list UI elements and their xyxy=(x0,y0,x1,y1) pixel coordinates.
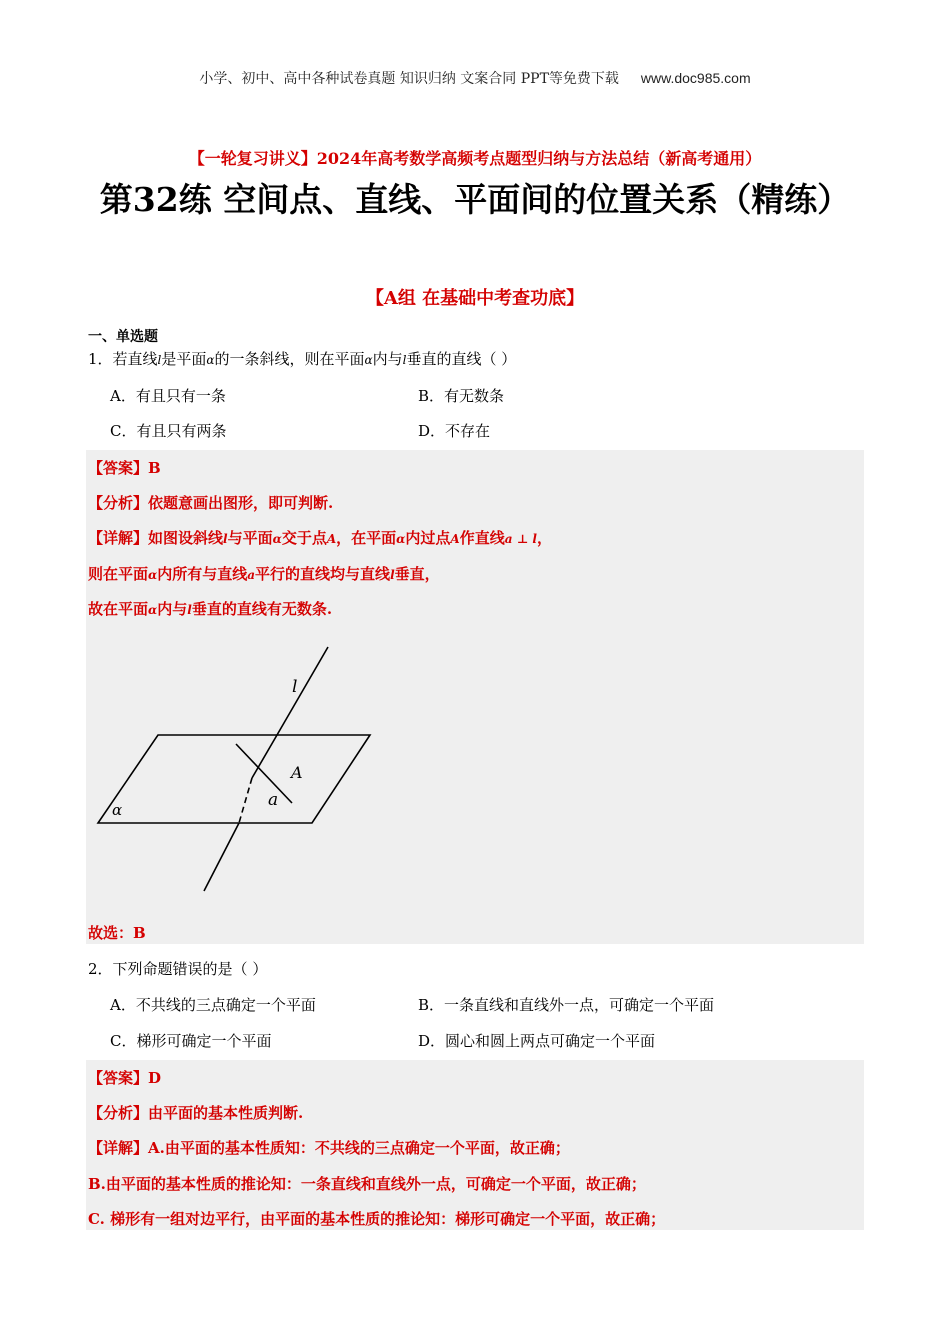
symbol-a: a xyxy=(247,568,256,582)
q1-detail-part: 内过点 xyxy=(405,529,451,547)
q1-detail-part: 【详解】如图设斜线 xyxy=(88,529,224,547)
label-l: l xyxy=(292,677,298,697)
symbol-alpha: α xyxy=(272,532,282,546)
q1-detail-part: 垂直的直线有无数条. xyxy=(191,600,333,618)
q2-answer: 【答案】D xyxy=(88,1069,162,1087)
symbol-alpha: α xyxy=(148,603,158,617)
page-header xyxy=(0,68,950,88)
group-heading: 【A组 在基础中考查功底】 xyxy=(365,288,585,309)
symbol-alpha: α xyxy=(364,353,373,367)
q1-detail-part: 内所有与直线 xyxy=(157,565,248,583)
header-text: 小学、初中、高中各种试卷真题 知识归纳 文案合同 PPT等免费下载 xyxy=(199,71,619,87)
q1-detail-part: 交于点 xyxy=(281,529,327,547)
symbol-a-perp-l: a ⊥ l xyxy=(504,532,537,546)
symbol-l: l xyxy=(402,353,407,367)
q1-detail-part: 内与 xyxy=(157,600,188,618)
q2-option-d: D．圆心和圆上两点可确定一个平面 xyxy=(418,1032,656,1050)
q2-option-b: B．一条直线和直线外一点，可确定一个平面 xyxy=(418,996,715,1014)
symbol-l: l xyxy=(390,568,395,582)
q1-detail-part: 故在平面 xyxy=(88,600,149,618)
q1-detail-line-2 xyxy=(88,563,440,584)
q2-detail-line-1: 【详解】A.由平面的基本性质知：不共线的三点确定一个平面，故正确； xyxy=(88,1139,570,1157)
symbol-A: A xyxy=(450,532,460,546)
line-l-hidden xyxy=(239,778,252,823)
question-2-stem: 2．下列命题错误的是（ ） xyxy=(88,960,268,978)
q1-stem-part: 1．若直线 xyxy=(88,350,158,368)
q2-detail-line-2: B.由平面的基本性质的推论知：一条直线和直线外一点，可确定一个平面，故正确； xyxy=(88,1175,646,1193)
symbol-A: A xyxy=(326,532,337,546)
q2-option-c: C．梯形可确定一个平面 xyxy=(110,1032,272,1050)
line-l-upper xyxy=(277,647,328,735)
q1-answer: 【答案】B xyxy=(88,459,161,477)
q1-choose: 故选：B xyxy=(88,924,146,942)
section-heading: 一、单选题 xyxy=(88,329,158,345)
symbol-alpha: α xyxy=(396,532,406,546)
header-site[interactable]: www.doc985.com xyxy=(640,70,751,86)
q1-detail-part: ， xyxy=(536,529,552,547)
question-1-stem xyxy=(88,348,516,369)
line-a xyxy=(236,744,292,803)
label-alpha: α xyxy=(112,801,123,819)
q2-option-a: A．不共线的三点确定一个平面 xyxy=(110,996,316,1014)
q1-stem-part: 是平面 xyxy=(161,350,207,368)
q1-stem-part: 垂直的直线（ ） xyxy=(406,350,517,368)
q1-detail-part: 垂直， xyxy=(394,565,440,583)
q1-detail-part: 与平面 xyxy=(227,529,273,547)
q1-option-b: B．有无数条 xyxy=(418,387,505,405)
q1-detail-line-1 xyxy=(88,527,552,548)
symbol-l: l xyxy=(223,532,228,546)
q1-detail-line-3 xyxy=(88,598,332,619)
q1-stem-part: 的一条斜线，则在平面 xyxy=(214,350,365,368)
q2-analysis: 【分析】由平面的基本性质判断. xyxy=(88,1104,304,1122)
label-a: a xyxy=(268,790,279,810)
symbol-alpha: α xyxy=(206,353,215,367)
q1-detail-part: 作直线 xyxy=(459,529,505,547)
q1-detail-part: ，在平面 xyxy=(336,529,397,547)
symbol-alpha: α xyxy=(148,568,158,582)
q1-option-c: C．有且只有两条 xyxy=(110,422,227,440)
symbol-l: l xyxy=(187,603,192,617)
document-subtitle: 【一轮复习讲义】2024年高考数学高频考点题型归纳与方法总结（新高考通用） xyxy=(188,149,762,168)
q1-analysis: 【分析】依题意画出图形，即可判断. xyxy=(88,494,334,512)
q1-detail-part: 平行的直线均与直线 xyxy=(255,565,391,583)
q1-stem-part: 内与 xyxy=(372,350,403,368)
q1-option-a: A．有且只有一条 xyxy=(110,387,226,405)
plane-line-figure xyxy=(86,640,386,900)
q1-option-d: D．不存在 xyxy=(418,422,491,440)
q1-detail-part: 则在平面 xyxy=(88,565,149,583)
label-A: A xyxy=(291,763,303,782)
line-l-lower xyxy=(204,823,239,891)
line-l-middle xyxy=(252,735,277,778)
plane-alpha-shape xyxy=(98,735,370,823)
symbol-l: l xyxy=(157,353,162,367)
page-title: 第32练 空间点、直线、平面间的位置关系（精练） xyxy=(99,180,851,219)
q2-detail-line-3: C. 梯形有一组对边平行，由平面的基本性质的推论知：梯形可确定一个平面，故正确； xyxy=(88,1210,666,1228)
